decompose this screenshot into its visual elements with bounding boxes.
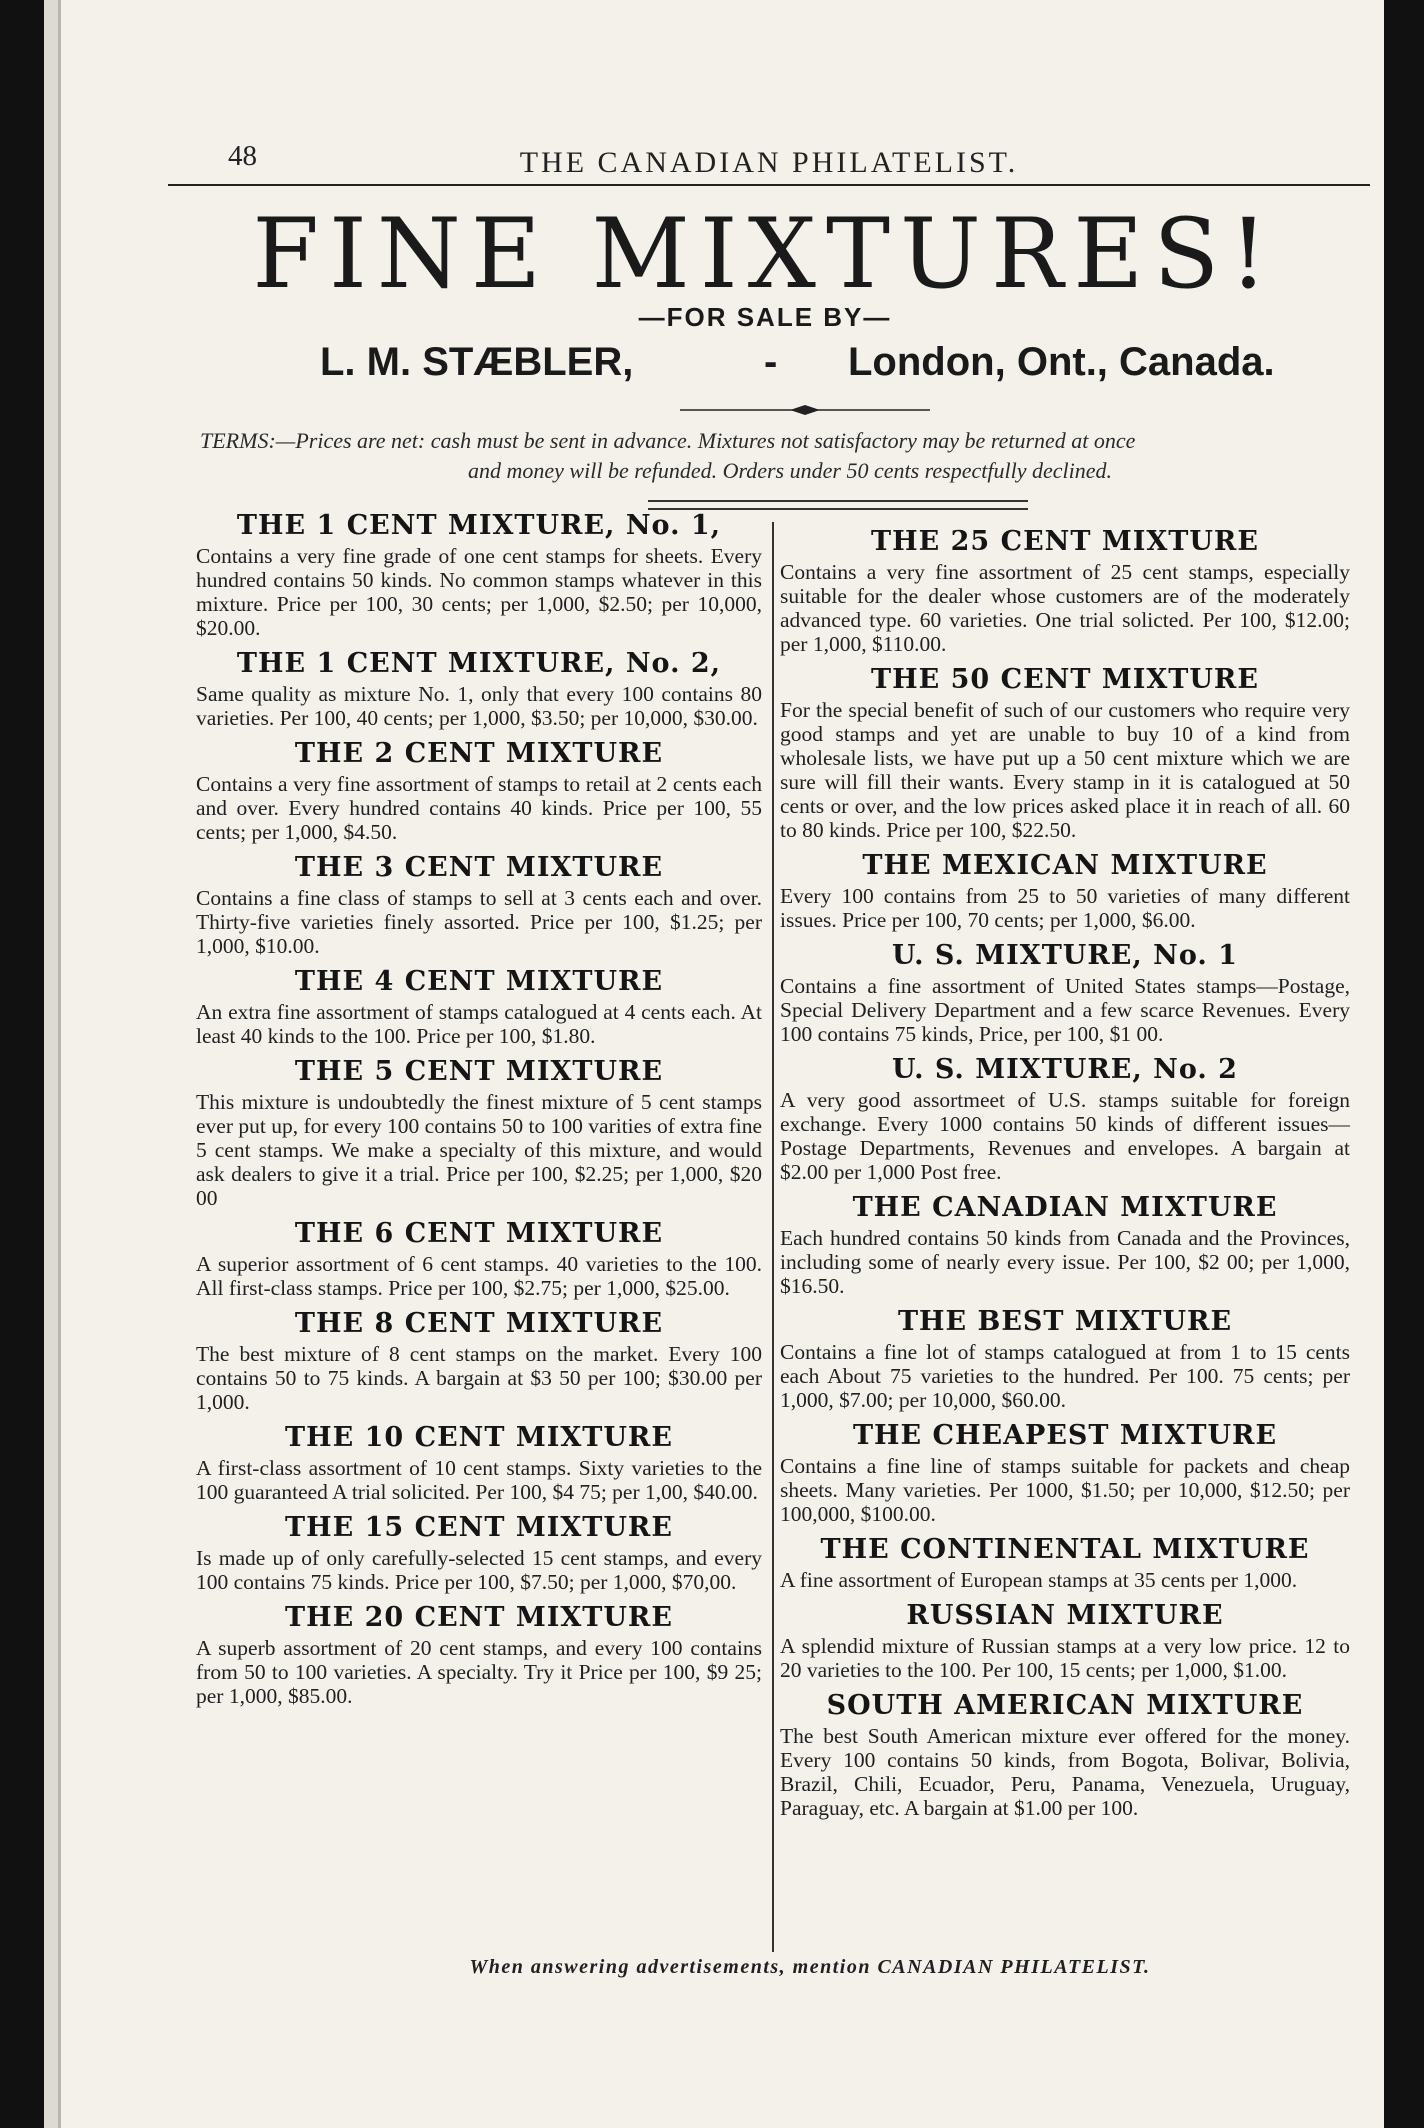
mixture-item [196, 1600, 762, 1708]
mixture-title: U. S. MIXTURE, No. 2 [892, 1054, 1238, 1085]
mixture-title: THE 15 CENT MIXTURE [285, 1512, 673, 1543]
mixture-item [780, 1052, 1350, 1184]
seller-dash: - [764, 340, 778, 384]
mixture-description: An extra fine assortment of stamps catalogued at 4 cents each. At least 40 kinds to the 100. Price per 100, $1.80. [196, 1000, 762, 1048]
mixture-item [780, 1598, 1350, 1682]
binding-edge [58, 0, 61, 2128]
left-column [196, 508, 762, 1714]
column-divider [772, 522, 774, 1952]
terms-line-2: and money will be refunded. Orders under 50 cents respectfully declined. [468, 458, 1112, 483]
mixture-item [196, 1510, 762, 1594]
mixture-title: THE CANADIAN MIXTURE [852, 1192, 1278, 1223]
mixture-description: Contains a fine lot of stamps catalogued at from 1 to 15 cents each About 75 varieties to the hundred. Per 100. 75 cents; per 1,000, $7.00; per 10,000, $60.00. [780, 1340, 1350, 1412]
mixture-title: THE 50 CENT MIXTURE [871, 664, 1259, 695]
mixture-description: Same quality as mixture No. 1, only that every 100 contains 80 varieties. Per 100, 40 cents; per 1,000, $3.50; per 10,000, $30.00. [196, 682, 762, 730]
mixture-description: Is made up of only carefully-selected 15 cent stamps, and every 100 contains 75 kinds. Price per 100, $7.50; per 1,000, $70,00. [196, 1546, 762, 1594]
journal-title: THE CANADIAN PHILATELIST. [519, 146, 1019, 179]
terms-line-1: TERMS:—Prices are net: cash must be sent in advance. Mixtures not satisfactory may be returned at once [200, 428, 1136, 453]
mixture-title: U. S. MIXTURE, No. 1 [892, 940, 1238, 971]
mixture-description: Contains a fine assortment of United States stamps—Postage, Special Delivery Department and a few scarce Revenues. Every 100 contains 75 kinds, Price, per 100, $1 00. [780, 974, 1350, 1046]
mixture-description: A superb assortment of 20 cent stamps, and every 100 contains from 50 to 100 varieties. A specialty. Try it Price per 100, $9 25; per 1,000, $85.00. [196, 1636, 762, 1708]
mixture-description: A splendid mixture of Russian stamps at a very low price. 12 to 20 varieties to the 100. Per 100, 15 cents; per 1,000, $1.00. [780, 1634, 1350, 1682]
seller-line [320, 340, 1320, 400]
advert-headline: FINE MIXTURES! [252, 198, 1278, 310]
mixture-description: A first-class assortment of 10 cent stamps. Sixty varieties to the 100 guaranteed A trial solicited. Per 100, $4 75; per 1,00, $40.00. [196, 1456, 762, 1504]
mixture-item [196, 850, 762, 958]
mixture-description: Contains a fine line of stamps suitable for packets and cheap sheets. Many varieties. Per 1000, $1.50; per 10,000, $12.50; per 100,000, $100.00. [780, 1454, 1350, 1526]
mixture-description: The best South American mixture ever offered for the money. Every 100 contains 50 kinds, from Bogota, Bolivar, Bolivia, Brazil, Chili, Ecuador, Peru, Panama, Venezuela, Uruguay, Paraguay, etc. A bargain at $1.00 per 100. [780, 1724, 1350, 1820]
mixture-title: THE 20 CENT MIXTURE [285, 1602, 673, 1633]
mixture-item [780, 1532, 1350, 1592]
mixture-title: THE 2 CENT MIXTURE [294, 738, 664, 769]
mixture-title: THE 25 CENT MIXTURE [871, 526, 1259, 557]
right-column [780, 524, 1350, 1826]
mixture-title: THE 8 CENT MIXTURE [294, 1308, 664, 1339]
mixture-item [780, 1688, 1350, 1820]
mixture-title: THE 3 CENT MIXTURE [294, 852, 664, 883]
mixture-description: The best mixture of 8 cent stamps on the market. Every 100 contains 50 to 75 kinds. A bargain at $3 50 per 100; $30.00 per 1,000. [196, 1342, 762, 1414]
mixture-item [196, 1420, 762, 1504]
terms-text [200, 426, 1380, 486]
mixture-description: Each hundred contains 50 kinds from Canada and the Provinces, including some of nearly every issue. Per 100, $2 00; per 1,000, $16.50. [780, 1226, 1350, 1298]
mixture-item [780, 848, 1350, 932]
mixture-item [780, 938, 1350, 1046]
mixture-item [780, 524, 1350, 656]
mixture-description: For the special benefit of such of our customers who require very good stamps and yet are unable to buy 10 of a kind from wholesale lists, we have put up a 50 cent mixture which we are sure will fill their wants. Every stamp in it is catalogued at 50 cents or over, and the low prices asked place it in reach of all. 60 to 80 kinds. Price per 100, $22.50. [780, 698, 1350, 842]
mixture-item [780, 1418, 1350, 1526]
mixture-item [196, 1306, 762, 1414]
mixture-item [196, 1216, 762, 1300]
mixture-title: THE 6 CENT MIXTURE [294, 1218, 664, 1249]
mixture-description: A superior assortment of 6 cent stamps. 40 varieties to the 100. All first-class stamps. Price per 100, $2.75; per 1,000, $25.00. [196, 1252, 762, 1300]
mixture-title: SOUTH AMERICAN MIXTURE [826, 1690, 1304, 1721]
mixture-title: RUSSIAN MIXTURE [906, 1600, 1224, 1631]
mixture-item [780, 662, 1350, 842]
mixture-title: THE 1 CENT MIXTURE, No. 2, [236, 648, 722, 679]
mixture-item [780, 1190, 1350, 1298]
seller-name: L. M. STÆBLER, [320, 340, 634, 384]
mixture-title: THE 4 CENT MIXTURE [294, 966, 664, 997]
mixture-title: THE 1 CENT MIXTURE, No. 1, [236, 510, 722, 541]
mixture-title: THE 5 CENT MIXTURE [294, 1056, 664, 1087]
mixture-title: THE 10 CENT MIXTURE [285, 1422, 673, 1453]
for-sale-by: —FOR SALE BY— [638, 302, 892, 332]
mixture-description: A fine assortment of European stamps at 35 cents per 1,000. [780, 1568, 1298, 1592]
mixture-item [196, 736, 762, 844]
mixture-title: THE MEXICAN MIXTURE [862, 850, 1268, 881]
mixture-item [196, 1054, 762, 1210]
mixture-description: This mixture is undoubtedly the finest mixture of 5 cent stamps ever put up, for every 100 contains 50 to 100 varities of extra fine 5 cent stamps. We make a specialty of this mixture, and would ask dealers to give it a trial. Price per 100, $2.25; per 1,000, $20 00 [196, 1090, 762, 1210]
divider-ornament [680, 404, 930, 416]
mixture-item [196, 646, 762, 730]
mixture-description: Every 100 contains from 25 to 50 varieties of many different issues. Price per 100, 70 cents; per 1,000, $6.00. [780, 884, 1350, 932]
mixture-description: Contains a fine class of stamps to sell at 3 cents each and over. Thirty-five varieties finely assorted. Price per 100, $1.25; per 1,000, $10.00. [196, 886, 762, 958]
mixture-title: THE CONTINENTAL MIXTURE [820, 1534, 1310, 1565]
mixture-item [780, 1304, 1350, 1412]
mixture-description: A very good assortmeet of U.S. stamps suitable for foreign exchange. Every 1000 contains 50 kinds of different issues—Postage Departments, Revenues and envelopes. A bargain at $2.00 per 1,000 Post free. [780, 1088, 1350, 1184]
mixture-title: THE CHEAPEST MIXTURE [852, 1420, 1278, 1451]
footer-note: When answering advertisements, mention CANADIAN PHILATELIST. [469, 1956, 1151, 1978]
page-number: 48 [228, 140, 257, 172]
mixture-title: THE BEST MIXTURE [897, 1306, 1233, 1337]
mixture-item [196, 964, 762, 1048]
seller-place: London, Ont., Canada. [848, 340, 1275, 384]
running-header [168, 140, 1370, 186]
mixture-description: Contains a very fine grade of one cent stamps for sheets. Every hundred contains 50 kinds. No common stamps whatever in this mixture. Price per 100, 30 cents; per 1,000, $2.50; per 10,000, $20.00. [196, 544, 762, 640]
mixture-item [196, 508, 762, 640]
mixture-description: Contains a very fine assortment of stamps to retail at 2 cents each and over. Every hundred contains 40 kinds. Price per 100, 55 cents; per 1,000, $4.50. [196, 772, 762, 844]
mixture-description: Contains a very fine assortment of 25 cent stamps, especially suitable for the dealer whose customers are of the moderately advanced type. 60 varieties. One trial solicted. Per 100, $12.00; per 1,000, $110.00. [780, 560, 1350, 656]
